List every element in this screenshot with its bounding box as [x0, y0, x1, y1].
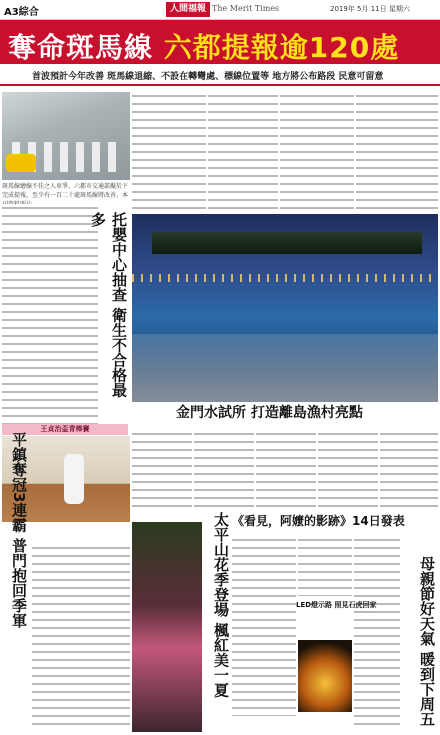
mothers-day-headline: 母親節好天氣 暖到下周五 — [418, 556, 436, 727]
article-text-column — [380, 430, 438, 510]
masthead-bar — [0, 0, 440, 20]
paper-logo: 人間福報 — [166, 2, 210, 17]
led-box-title: LED燈示路 照見石虎回家 — [296, 601, 377, 609]
article-text-column — [32, 544, 130, 730]
article-text-column — [354, 640, 400, 730]
issue-date: 2019年 5月 11日 星期六 — [330, 5, 410, 13]
kanjian-headline: 《看見，阿嬤的影跡》14日發表 — [232, 514, 405, 528]
sports-tag-bar: 王貞治盃青棒賽 — [2, 424, 128, 435]
article-text-column — [2, 204, 98, 424]
article-text-column — [256, 430, 316, 510]
kinmen-headline: 金門水試所 打造離島漁村亮點 — [176, 405, 363, 421]
subheadline: 首波預計今年改善 斑馬線退縮、不設在轉彎處、標線位置等 地方將公布路段 民意可留意 — [32, 72, 384, 82]
fishing-boats — [132, 334, 438, 402]
article-text-column — [132, 92, 206, 210]
night-sign-photo — [298, 640, 352, 712]
taiping-headline: 太平山花季登場 楓紅美一夏 — [212, 512, 230, 698]
paper-name-en: The Merit Times — [212, 4, 280, 13]
led-box — [296, 600, 400, 628]
article-text-column — [194, 430, 254, 510]
article-text-column — [132, 430, 192, 510]
crosswalk-photo-caption: 斑馬線繪線不佳之人車爭，六都市交通部擬於下完成提報，至少有一百二十處斑馬線將改善。本 — [2, 183, 129, 199]
harbor-photo — [132, 214, 438, 402]
pitcher-figure — [64, 454, 84, 504]
main-headline — [8, 26, 399, 66]
pingzhen-headline: 平鎮奪冠3連霸 普門抱回季軍 — [10, 432, 28, 628]
crosswalk-photo — [2, 92, 130, 180]
flower-photo — [132, 522, 202, 732]
main-headline-banner — [0, 20, 440, 64]
harbor-shoreline — [152, 232, 422, 254]
taxi-shape — [6, 154, 36, 172]
article-text-column — [356, 92, 438, 210]
daycare-headline: 托嬰中心抽查 衛生不合格最多 — [89, 212, 128, 398]
main-headline-part1: 奪命斑馬線 — [8, 31, 154, 64]
article-text-column — [318, 430, 378, 510]
subheadline-band — [0, 64, 440, 86]
article-text-column — [232, 536, 296, 716]
main-headline-part2: 六都提報逾120處 — [163, 31, 400, 64]
section-label: A3綜合 — [4, 7, 39, 18]
article-text-column — [208, 92, 278, 210]
harbor-lights — [132, 274, 438, 282]
article-text-column — [280, 92, 354, 210]
article-text-column — [298, 536, 352, 596]
